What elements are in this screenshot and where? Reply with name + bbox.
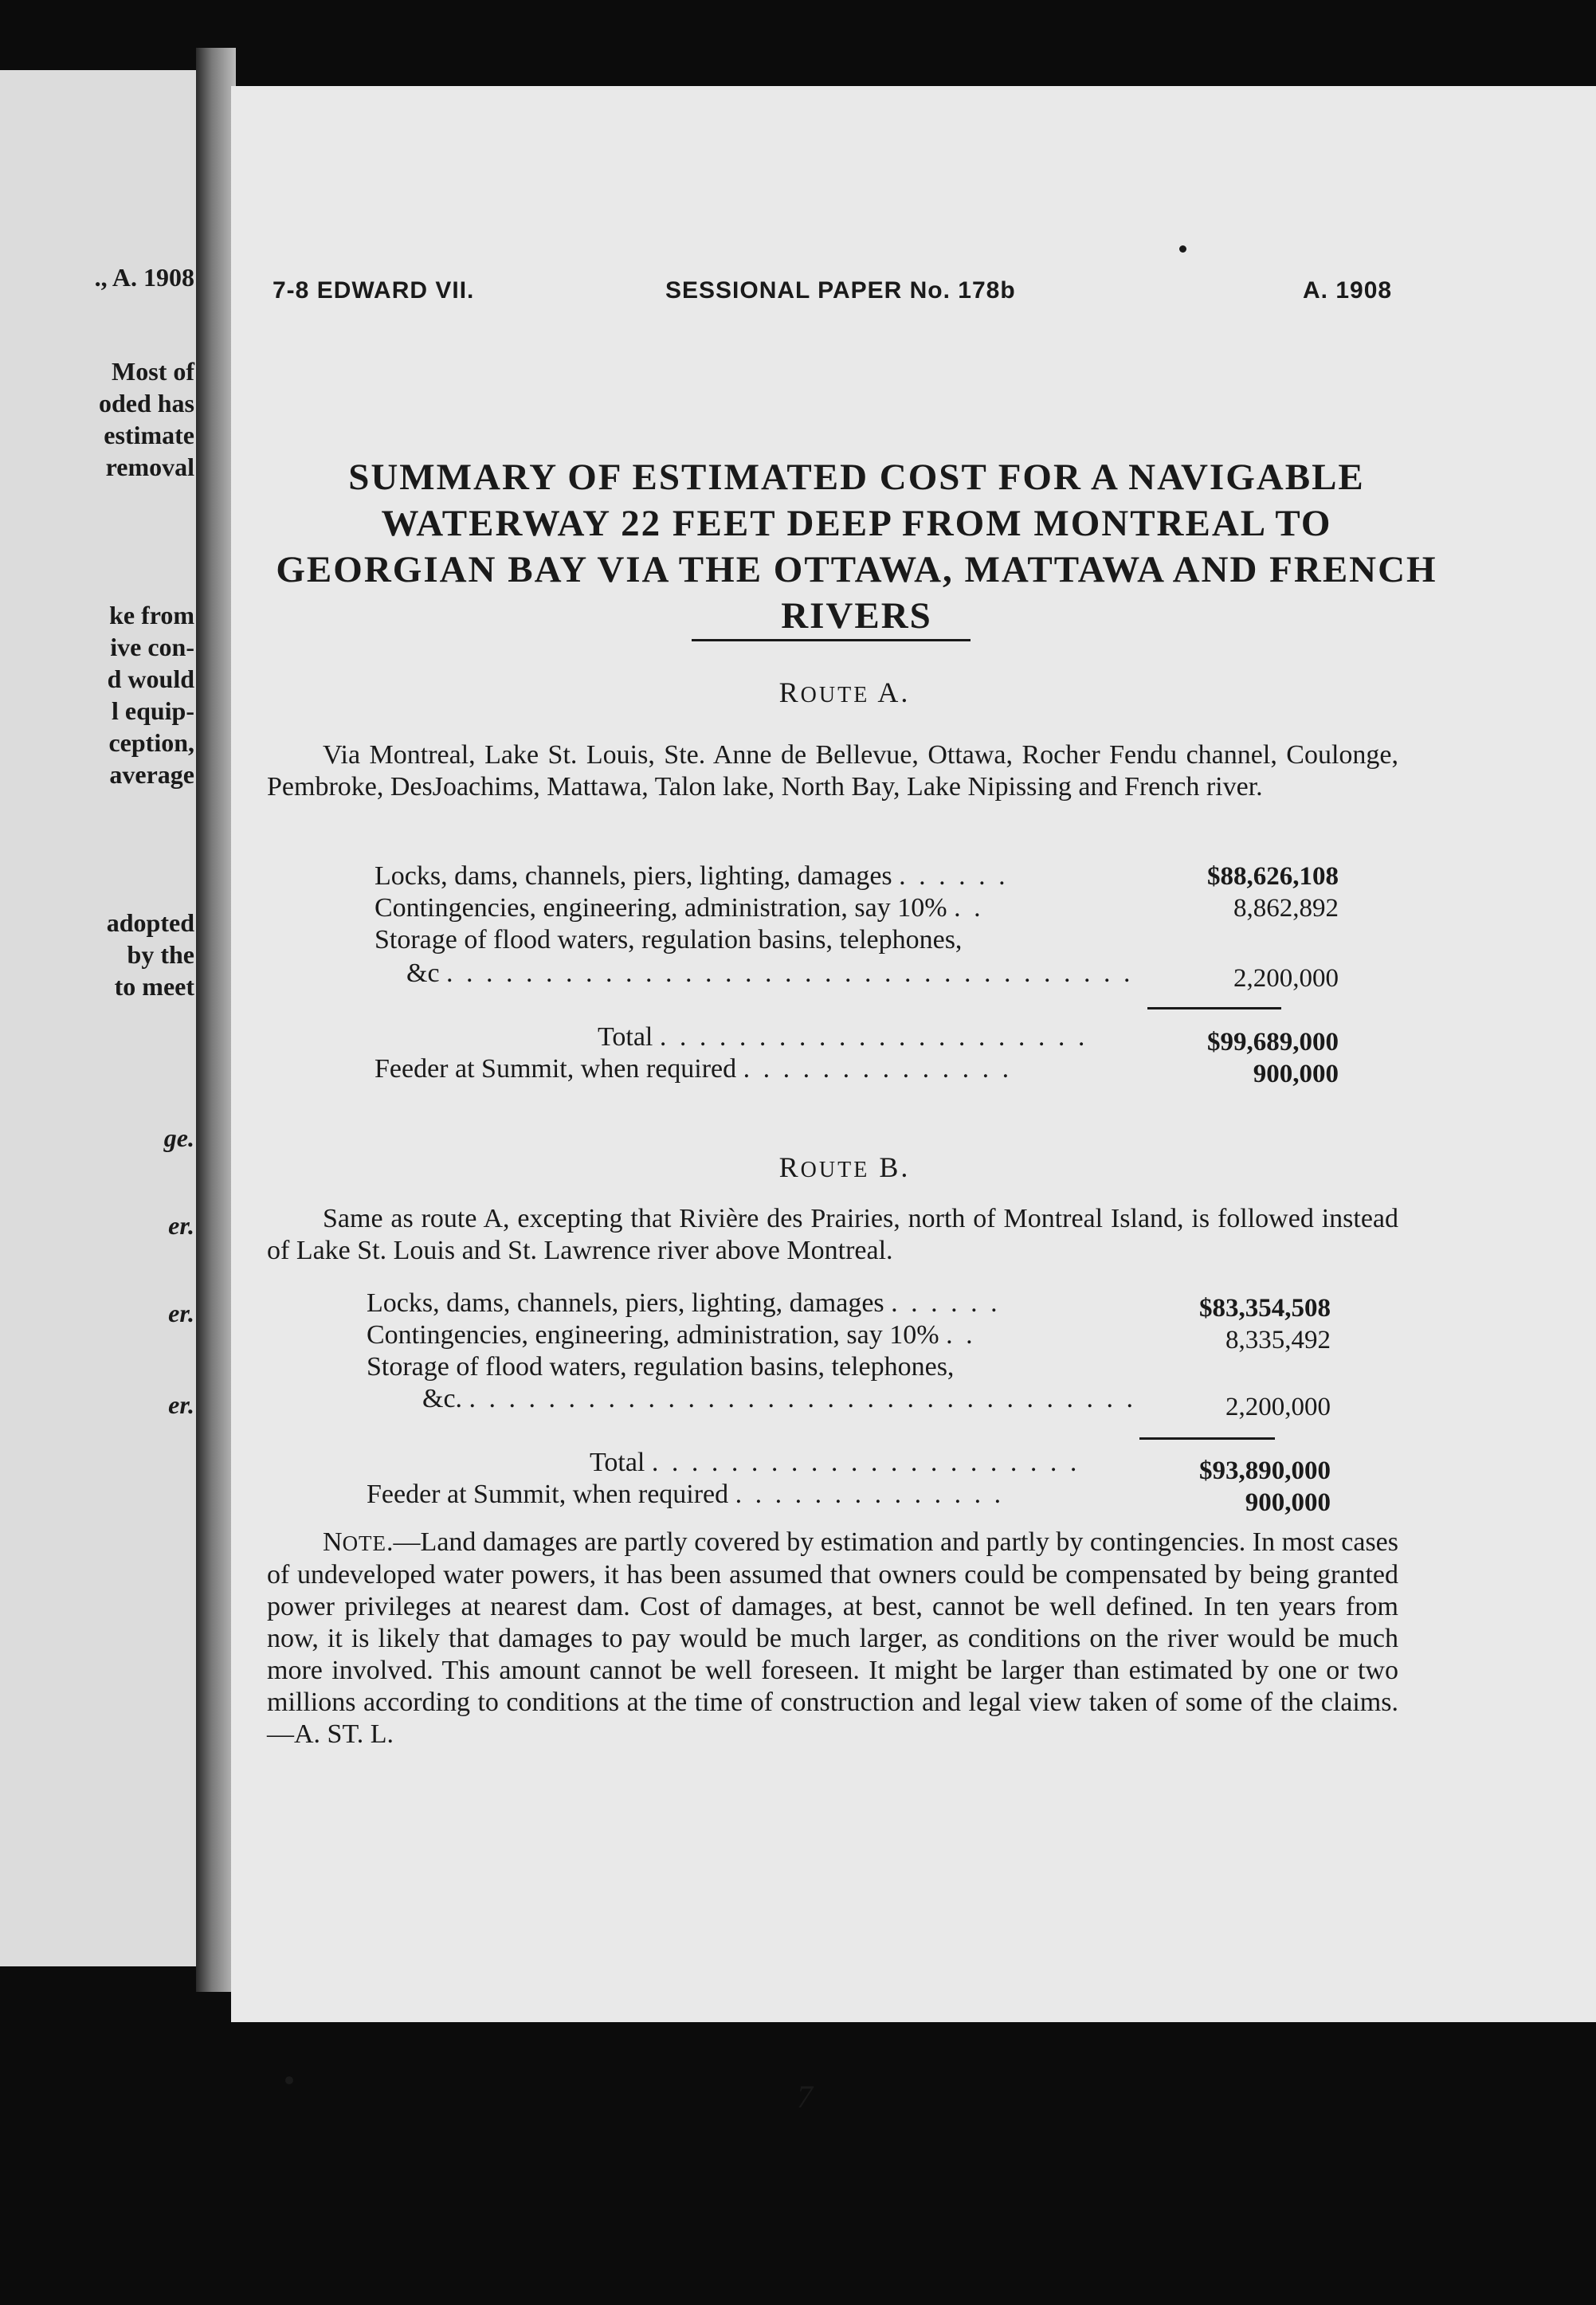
route-a-amount-locks: $88,626,108 xyxy=(1207,862,1339,891)
facing-page-line: er. xyxy=(168,1211,194,1240)
route-b-item-storage: Storage of flood waters, regulation basins, telephones, xyxy=(367,1352,955,1382)
route-b-item-contingencies: Contingencies, engineering, administration, say 10% . . xyxy=(367,1320,976,1350)
route-b-total-amount: $93,890,000 xyxy=(1199,1456,1331,1485)
document-page xyxy=(231,86,1596,2115)
route-a-item-storage-cont: &c . . . . . . . . . . . . . . . . . . . . . . . . . . . . . . . . . . . xyxy=(406,958,1134,988)
facing-page-line: ive con- xyxy=(110,633,194,661)
route-a-total: Total . . . . . . . . . . . . . . . . . . . . . . xyxy=(598,1022,1088,1052)
note-paragraph: NOTE.—Land damages are partly covered by estimation and partly by contingencies. In most cases of undeveloped water powers, it has been assumed that owners could be compensated by being granted power privileges at nearest dam. Cost of damages, at best, cannot be well defined. In ten years from now, it is likely that damages to pay would be much larger, as conditions on the river would be much more involved. This amount cannot be well foreseen. It might be larger than estimated by one or two millions according to conditions at the time of construction and legal view taken of some of the claims.—A. ST. L. xyxy=(267,1527,1398,1749)
facing-page-line: removal xyxy=(105,453,194,481)
facing-page-line: er. xyxy=(168,1299,194,1327)
facing-page-line: ception, xyxy=(108,728,194,757)
route-b-feeder-amount: 900,000 xyxy=(1245,1488,1331,1517)
running-header-center: SESSIONAL PAPER No. 178b xyxy=(665,277,1016,304)
facing-page-line: adopted xyxy=(106,908,194,937)
route-b-item-storage-cont: &c. . . . . . . . . . . . . . . . . . . . . . . . . . . . . . . . . . . xyxy=(422,1384,1137,1413)
page-number: 7 xyxy=(797,2079,813,2115)
facing-page-line: estimate xyxy=(104,421,194,449)
print-speck xyxy=(285,2076,293,2084)
facing-page-line: d would xyxy=(107,664,194,693)
route-b-amount-contingencies: 8,335,492 xyxy=(1225,1326,1331,1354)
route-b-item-locks: Locks, dams, channels, piers, lighting, damages . . . . . . xyxy=(367,1288,1001,1318)
route-b-feeder: Feeder at Summit, when required . . . . . . . . . . . . . . xyxy=(367,1480,1005,1509)
facing-page-line: oded has xyxy=(98,389,194,417)
facing-page-header: ., A. 1908 xyxy=(94,263,194,292)
book-gutter-shadow xyxy=(196,48,236,1992)
route-a-item-locks: Locks, dams, channels, piers, lighting, damages . . . . . . xyxy=(374,861,1009,891)
facing-page-line: to meet xyxy=(114,972,194,1001)
route-a-feeder-amount: 900,000 xyxy=(1253,1060,1339,1088)
route-b-amount-locks: $83,354,508 xyxy=(1199,1294,1331,1323)
route-b-amount-storage: 2,200,000 xyxy=(1225,1393,1331,1421)
facing-page-line: Most of xyxy=(112,357,194,386)
page-title: SUMMARY OF ESTIMATED COST FOR A NAVIGABLE WATERWAY 22 FEET DEEP FROM MONTREAL TO GEORGIAN BAY VIA THE OTTAWA, MATTAWA AND FRENCH RIVERS xyxy=(276,457,1437,637)
route-a-feeder: Feeder at Summit, when required . . . . . . . . . . . . . . xyxy=(374,1054,1013,1084)
title-rule xyxy=(692,639,971,641)
route-b-total: Total . . . . . . . . . . . . . . . . . . . . . . xyxy=(590,1448,1080,1477)
facing-page-line: average xyxy=(109,760,194,789)
facing-page-line: er. xyxy=(168,1390,194,1419)
route-a-description: Via Montreal, Lake St. Louis, Ste. Anne de Bellevue, Ottawa, Rocher Fendu channel, Coulonge, Pembroke, DesJoachims, Mattawa, Talon lake, North Bay, Lake Nipissing and French river. xyxy=(267,740,1398,802)
route-a-item-storage: Storage of flood waters, regulation basins, telephones, xyxy=(374,925,963,955)
print-speck xyxy=(1179,245,1186,253)
route-a-item-contingencies: Contingencies, engineering, administration, say 10% . . xyxy=(374,893,984,923)
facing-page-fragment xyxy=(0,70,199,1966)
running-header-left: 7-8 EDWARD VII. xyxy=(273,277,475,304)
route-a-amount-storage: 2,200,000 xyxy=(1233,964,1339,993)
route-a-sum-rule xyxy=(1147,1007,1281,1009)
facing-page-line: by the xyxy=(127,940,194,969)
facing-page-line: l equip- xyxy=(111,696,194,725)
route-b-sum-rule xyxy=(1139,1437,1275,1440)
facing-page-line: ge. xyxy=(163,1123,194,1152)
facing-page-line: ke from xyxy=(109,601,194,629)
route-b-description: Same as route A, excepting that Rivière des Prairies, north of Montreal Island, is followed instead of Lake St. Louis and St. Lawrence river above Montreal. xyxy=(267,1204,1398,1265)
route-b-heading: ROUTE B. xyxy=(778,1151,911,1183)
route-a-heading: ROUTE A. xyxy=(778,676,911,708)
running-header-right: A. 1908 xyxy=(1303,277,1393,304)
route-a-amount-contingencies: 8,862,892 xyxy=(1233,894,1339,923)
route-a-total-amount: $99,689,000 xyxy=(1207,1028,1339,1056)
